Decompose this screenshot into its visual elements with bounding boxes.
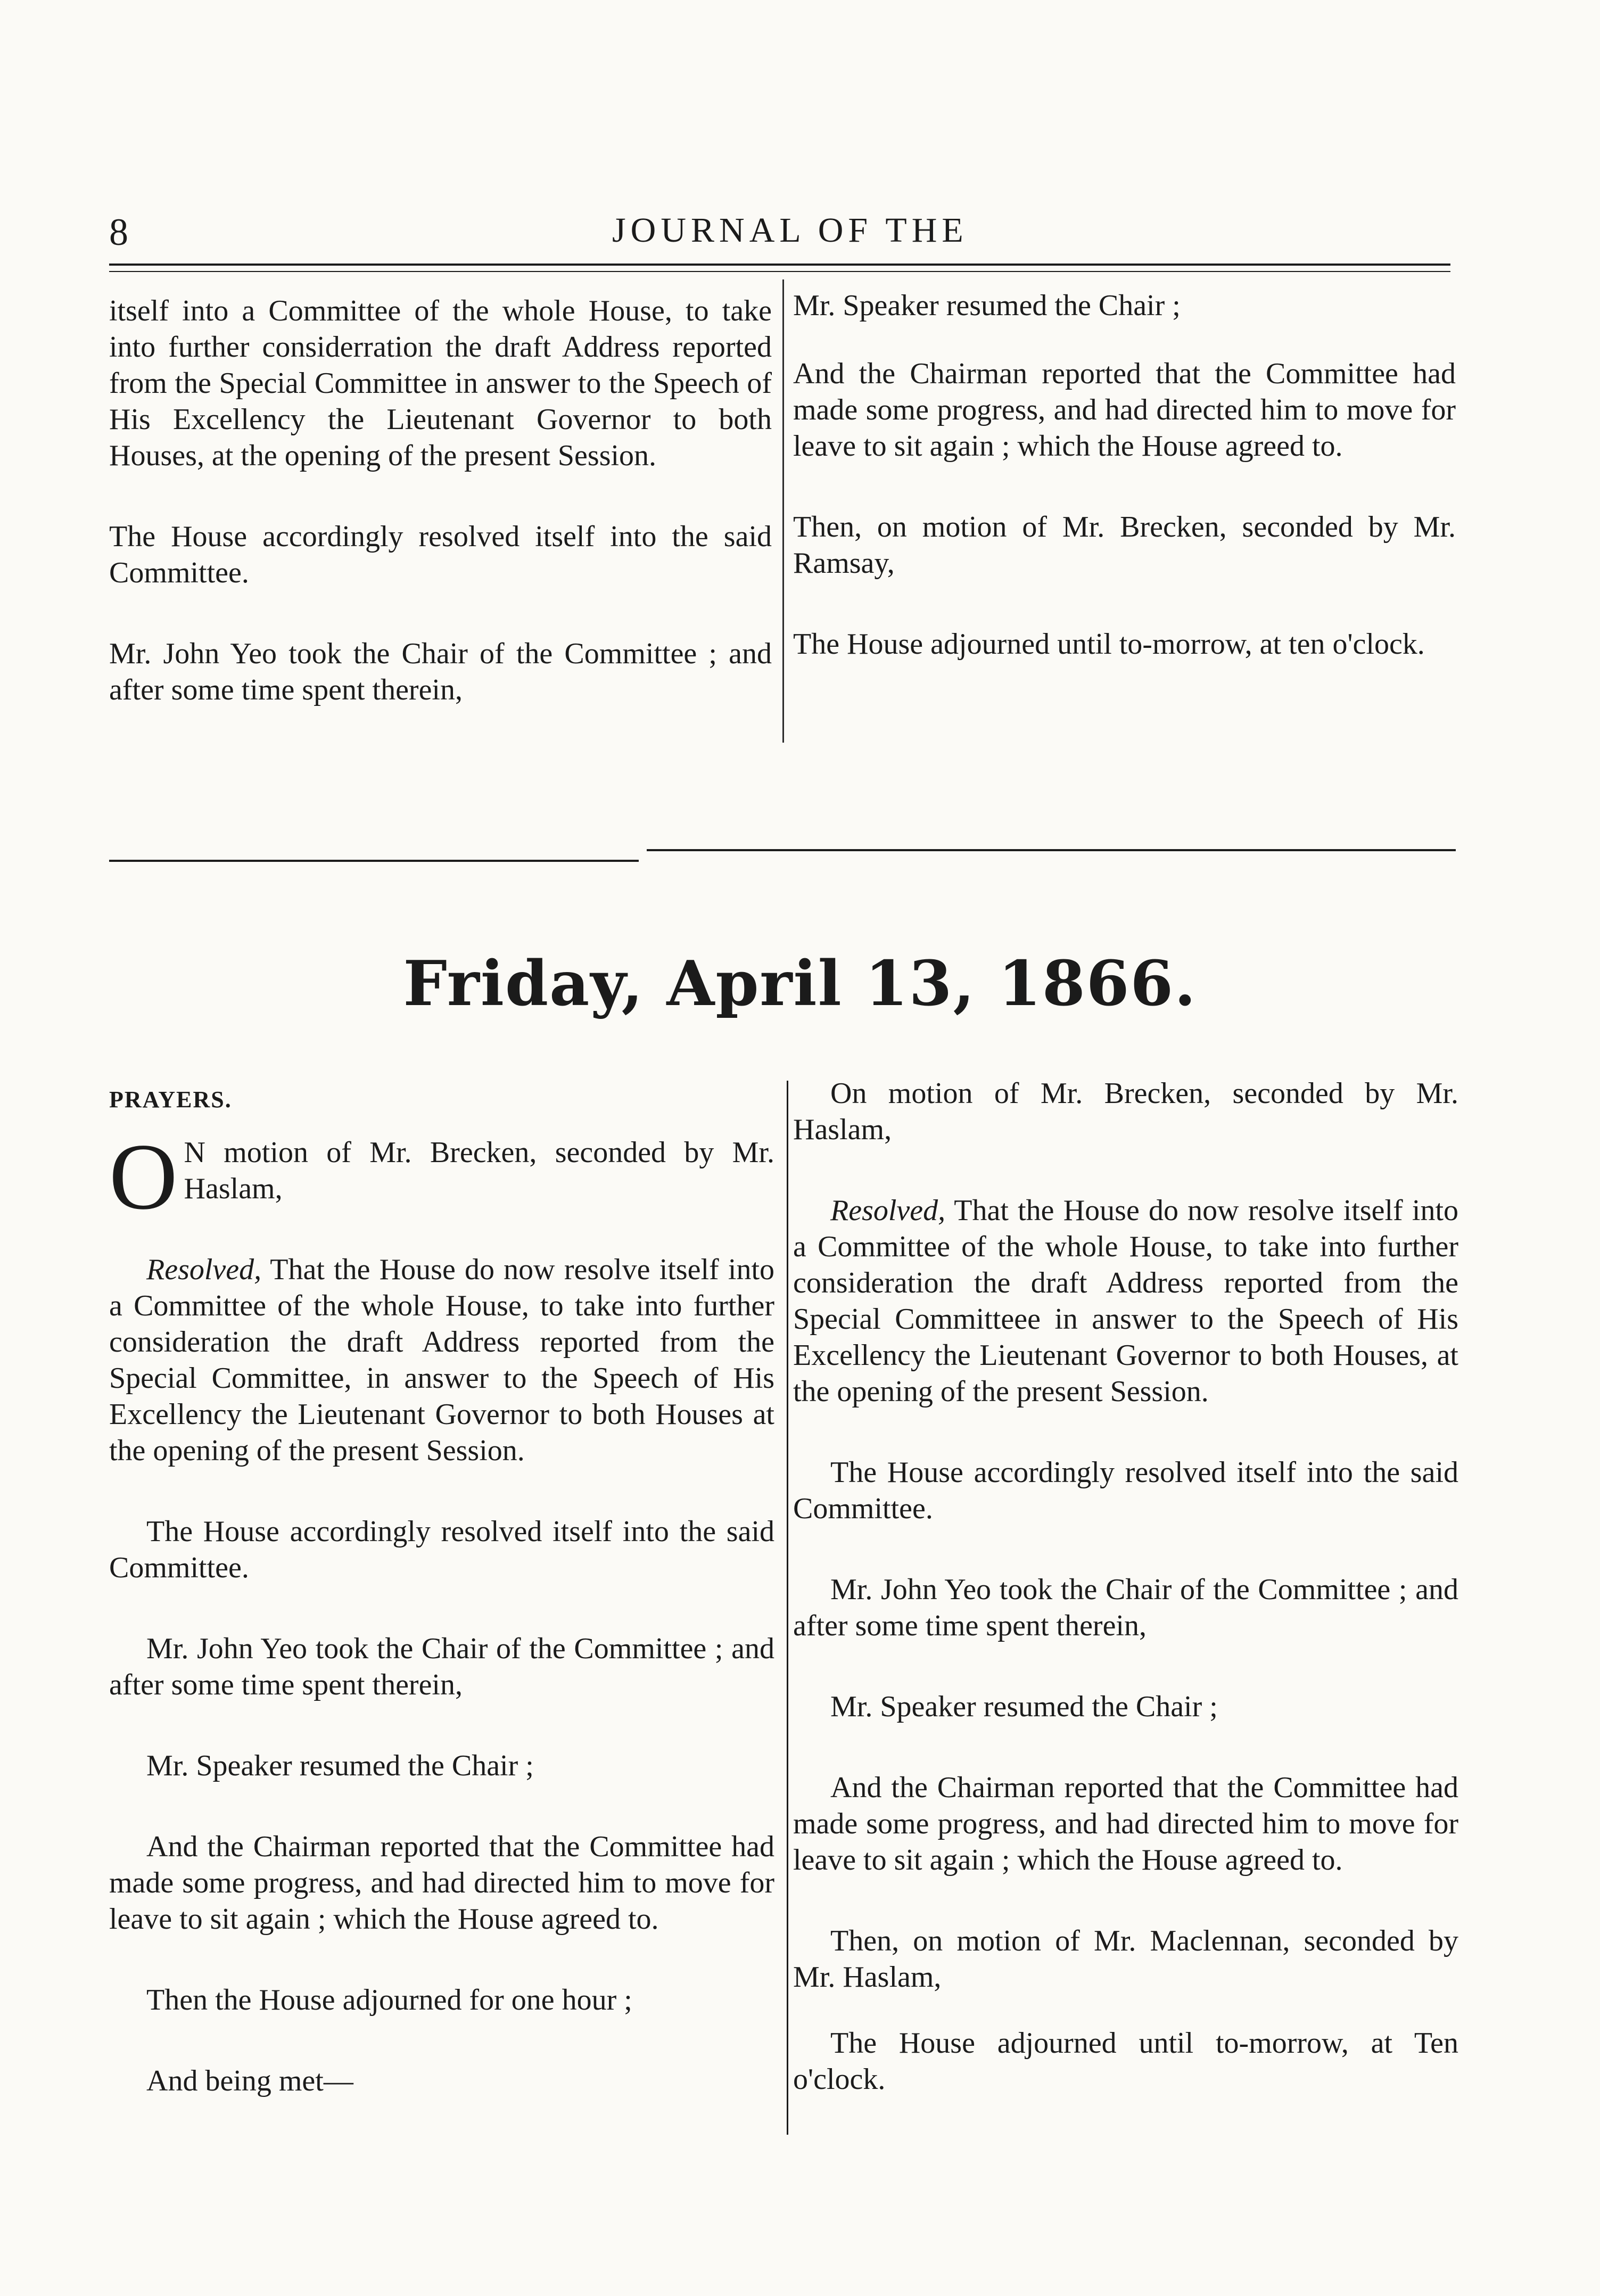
resolution-paragraph	[793, 1192, 1458, 1410]
section-rule-right	[647, 849, 1456, 851]
opening-paragraph	[109, 1124, 774, 1229]
opening-text: N motion of Mr. Brecken, seconded by Mr. Haslam,	[184, 1136, 774, 1205]
prayers-label: PRAYERS.	[109, 1087, 232, 1113]
page-number: 8	[109, 211, 128, 253]
paragraph: Then, on motion of Mr. Brecken, seconded by Mr. Ramsay,	[793, 511, 1456, 580]
section-rule-left	[109, 860, 639, 862]
running-head: JOURNAL OF THE	[612, 211, 968, 250]
paragraph: The House accordingly resolved itself into the said Committee.	[109, 1515, 774, 1584]
opening-paragraph: On motion of Mr. Brecken, seconded by Mr. Haslam,	[793, 1077, 1458, 1146]
resolution-text: That the House do now resolve itself into a Committee of the whole House, to take into further consideration the draft Address reported from the Special Committee, in answer to the Speech of His Excellency the Lieutenant Governor to both Houses at the opening of the present Session.	[109, 1253, 774, 1467]
bottom-right-column	[793, 1075, 1458, 2142]
paragraph: The House accordingly resolved itself into the said Committee.	[793, 1456, 1458, 1525]
column-divider	[787, 1081, 788, 2135]
bottom-left-column	[109, 1086, 774, 2144]
header-rule-thin	[109, 271, 1450, 272]
paragraph: And the Chairman reported that the Committee had made some progress, and had directed him to move for leave to sit again ; which the House agreed to.	[109, 1830, 774, 1936]
paragraph: Mr. Speaker resumed the Chair ;	[793, 289, 1181, 322]
resolution-text: That the House do now resolve itself into a Committee of the whole House, to take into further consideration the draft Address reported from the Special Committeee in answer to the Speech of His Excellency the Lieutenant Governor to both Houses, at the opening of the present Session.	[793, 1194, 1458, 1408]
paragraph: And the Chairman reported that the Committee had made some progress, and had directed him to move for leave to sit again ; which the House agreed to.	[793, 1771, 1458, 1877]
top-right-column	[793, 287, 1456, 707]
paragraph: Then the House adjourned for one hour ;	[146, 1984, 632, 2017]
column-divider	[782, 279, 784, 743]
paragraph: itself into a Committee of the whole House, to take into further considerration the draft Address reported from the Special Committee in answer to the Speech of His Excellency the Lieutenant Governor to both Houses, at the opening of the present Session.	[109, 294, 772, 472]
drop-cap: O	[109, 1124, 178, 1229]
resolved-word: Resolved,	[830, 1194, 946, 1227]
paragraph: Then, on motion of Mr. Maclennan, seconded by Mr. Haslam,	[793, 1924, 1458, 1994]
header-rule-thick	[109, 264, 1450, 266]
paragraph: Mr. Speaker resumed the Chair ;	[146, 1749, 534, 1782]
resolution-paragraph	[109, 1252, 774, 1469]
paragraph: And being met—	[146, 2064, 353, 2097]
top-left-column	[109, 293, 772, 753]
paragraph: Mr. Speaker resumed the Chair ;	[830, 1690, 1218, 1723]
resolved-word: Resolved,	[146, 1253, 262, 1286]
date-heading: Friday, April 13, 1866.	[403, 948, 1197, 1020]
paragraph: And the Chairman reported that the Committee had made some progress, and had directed him to move for leave to sit again ; which the House agreed to.	[793, 357, 1456, 463]
paragraph: The House adjourned until to-morrow, at Ten o'clock.	[793, 2027, 1458, 2096]
paragraph: Mr. John Yeo took the Chair of the Committee ; and after some time spent therein,	[793, 1573, 1458, 1642]
paragraph: The House accordingly resolved itself into the said Committee.	[109, 520, 772, 589]
paragraph: The House adjourned until to-morrow, at ten o'clock.	[793, 628, 1425, 661]
paragraph: Mr. John Yeo took the Chair of the Committee ; and after some time spent therein,	[109, 637, 772, 706]
paragraph: Mr. John Yeo took the Chair of the Committee ; and after some time spent therein,	[109, 1632, 774, 1701]
